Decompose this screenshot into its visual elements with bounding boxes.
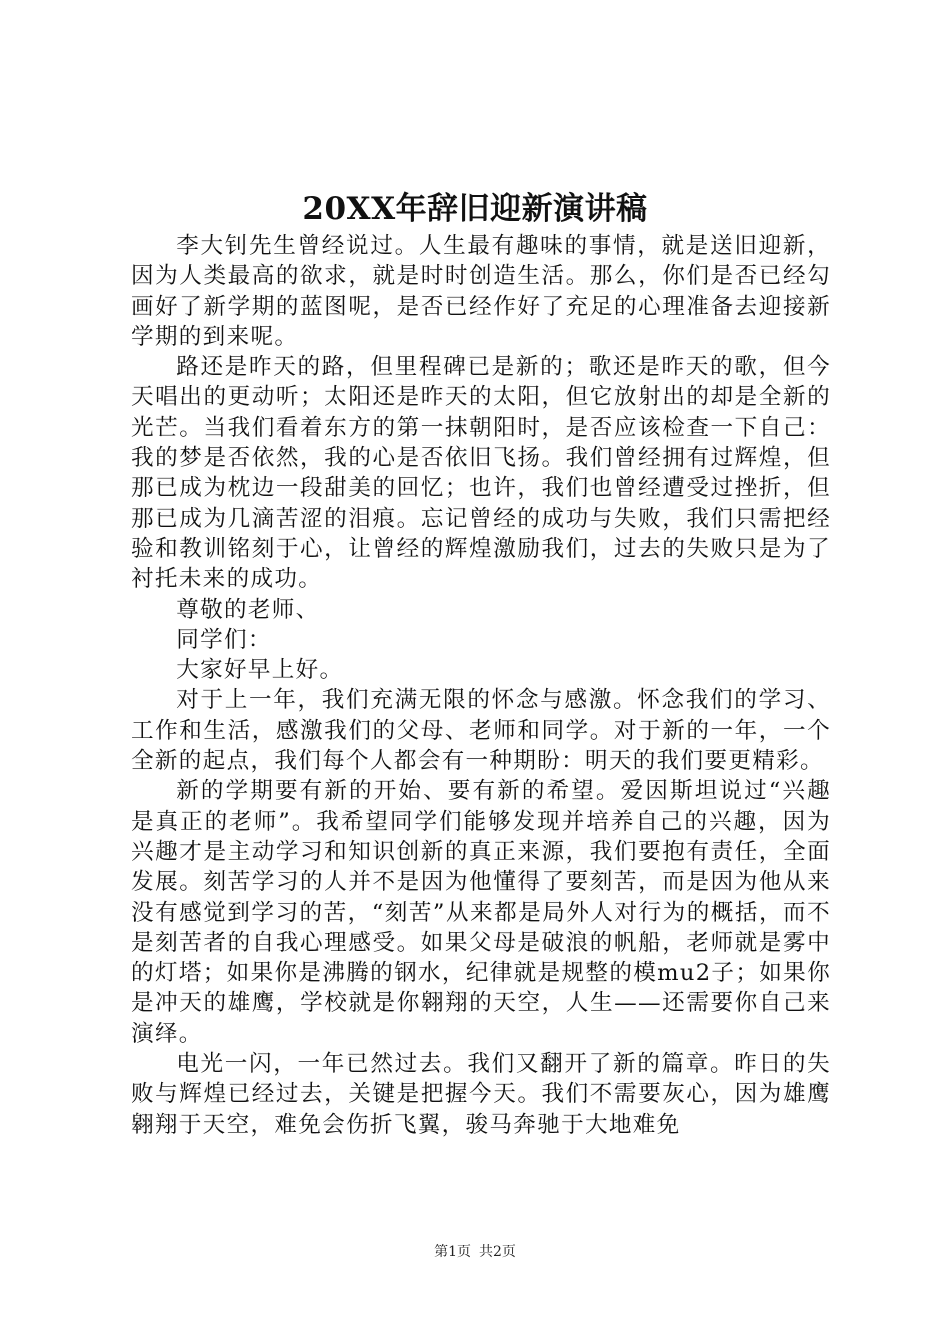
page-footer <box>0 1242 950 1262</box>
page-number: 第1页 <box>434 1244 471 1260</box>
paragraph: 李大钊先生曾经说过。人生最有趣味的事情，就是送旧迎新，因为人类最高的欲求，就是时时创造生活。那么，你们是否已经勾画好了新学期的蓝图呢，是否已经作好了充足的心理准备去迎接新学期的到来呢。 <box>131 233 831 350</box>
paragraph: 电光一闪，一年已然过去。我们又翻开了新的篇章。昨日的失败与辉煌已经过去，关键是把握今天。我们不需要灰心，因为雄鹰翱翔于天空，难免会伤折飞翼，骏马奔驰于大地难免 <box>131 1051 831 1138</box>
document-body <box>131 231 831 1140</box>
paragraph: 对于上一年，我们充满无限的怀念与感激。怀念我们的学习、工作和生活，感激我们的父母、老师和同学。对于新的一年，一个全新的起点，我们每个人都会有一种期盼：明天的我们要更精彩。 <box>131 687 831 775</box>
greeting-line: 大家好早上好。 <box>176 657 344 684</box>
paragraph: 新的学期要有新的开始、要有新的希望。爱因斯坦说过“兴趣是真正的老师”。我希望同学们能够发现并培养自己的兴趣，因为兴趣才是主动学习和知识创新的真正来源，我们要抱有责任，全面发展。刻苦学习的人并不是因为他懂得了要刻苦，而是因为他从来没有感觉到学习的苦，“刻苦”从来都是局外人对行为的概括，而不是刻苦者的自我心理感受。如果父母是破浪的帆船，老师就是雾中的灯塔；如果你是沸腾的钢水，纪律就是规整的模mu2子；如果你是冲天的雄鹰，学校就是你翱翔的天空，人生——还需要你自己来演绎。 <box>131 778 831 1047</box>
salutation-line: 同学们： <box>176 626 272 653</box>
page-total: 共2页 <box>479 1244 516 1260</box>
paragraph: 路还是昨天的路，但里程碑已是新的；歌还是昨天的歌，但今天唱出的更动听；太阳还是昨天的太阳，但它放射出的却是全新的光芒。当我们看着东方的第一抹朝阳时，是否应该检查一下自己：我的梦是否依然，我的心是否依旧飞扬。我们曾经拥有过辉煌，但那已成为枕边一段甜美的回忆；也许，我们也曾经遭受过挫折，但那已成为几滴苦涩的泪痕。忘记曾经的成功与失败，我们只需把经验和教训铭刻于心，让曾经的辉煌激励我们，过去的失败只是为了衬托未来的成功。 <box>131 354 831 593</box>
salutation-line: 尊敬的老师、 <box>176 596 320 623</box>
document-title: 20XX年辞旧迎新演讲稿 <box>302 191 648 227</box>
